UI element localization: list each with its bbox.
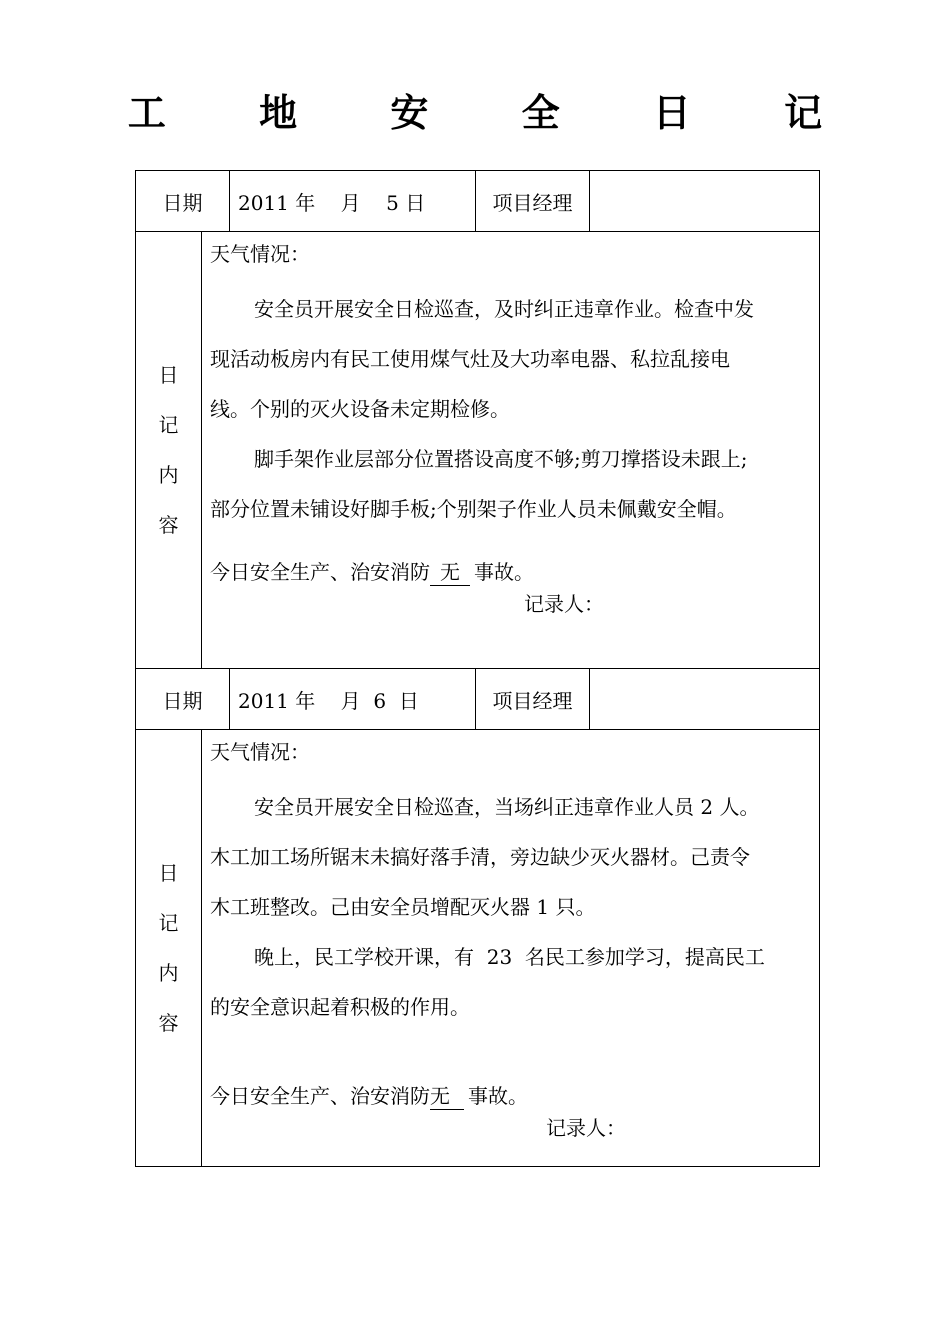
- summary-value: 无: [430, 559, 470, 586]
- date-value: 2011 年 月 5 日: [230, 171, 476, 232]
- summary-suffix: 事故。: [474, 560, 534, 585]
- content-line: 木工加工场所锯末未搞好落手清，旁边缺少灭火器材。己责令: [210, 845, 750, 870]
- summary-prefix: 今日安全生产、治安消防: [210, 560, 430, 585]
- side-char: 容: [158, 1011, 179, 1036]
- manager-label: 项目经理: [476, 668, 590, 729]
- page-title: 工 地 安 全 日 记: [127, 91, 863, 135]
- date-label: 日期: [136, 171, 230, 232]
- content-line: 现活动板房内有民工使用煤气灶及大功率电器、私拉乱接电: [210, 347, 730, 372]
- recorder-label: 记录人：: [546, 1116, 626, 1141]
- summary-value: 无: [430, 1083, 464, 1110]
- diary-content-label: [136, 730, 202, 1167]
- content-line: 晚上，民工学校开课，有 23 名民工参加学习，提高民工: [254, 945, 765, 970]
- diary-content: [202, 730, 820, 1167]
- content-line: 安全员开展安全日检巡查，当场纠正违章作业人员 2 人。: [254, 795, 760, 820]
- side-char: 记: [158, 413, 179, 438]
- accident-summary: [210, 558, 815, 586]
- content-row: [136, 232, 820, 669]
- content-line: 安全员开展安全日检巡查，及时纠正违章作业。检查中发: [254, 297, 754, 322]
- side-char: 日: [158, 363, 179, 388]
- recorder-label: 记录人：: [524, 592, 604, 617]
- side-char: 内: [158, 463, 179, 488]
- diary-content: [202, 232, 820, 669]
- side-char: 日: [158, 861, 179, 886]
- content-line: 线。个别的灭火设备未定期检修。: [210, 397, 510, 422]
- date-row: [136, 668, 820, 729]
- content-row: [136, 730, 820, 1167]
- summary-suffix: 事故。: [468, 1084, 528, 1109]
- content-line: 脚手架作业层部分位置搭设高度不够;剪刀撑搭设未跟上;: [254, 447, 748, 472]
- content-line: 的安全意识起着积极的作用。: [210, 995, 470, 1020]
- manager-value: [590, 668, 820, 729]
- content-line: 部分位置未铺设好脚手板;个别架子作业人员未佩戴安全帽。: [210, 497, 737, 522]
- content-line: 木工班整改。己由安全员增配灭火器 1 只。: [210, 895, 596, 920]
- summary-prefix: 今日安全生产、治安消防: [210, 1084, 430, 1109]
- weather-label: 天气情况：: [210, 740, 310, 765]
- date-value: 2011 年 月 6 日: [230, 668, 476, 729]
- safety-diary-table: [135, 170, 820, 1167]
- date-row: [136, 171, 820, 232]
- accident-summary: [210, 1082, 815, 1110]
- weather-label: 天气情况：: [210, 242, 310, 267]
- side-char: 记: [158, 911, 179, 936]
- manager-label: 项目经理: [476, 171, 590, 232]
- side-char: 容: [158, 513, 179, 538]
- side-char: 内: [158, 961, 179, 986]
- manager-value: [590, 171, 820, 232]
- date-label: 日期: [136, 668, 230, 729]
- diary-content-label: [136, 232, 202, 669]
